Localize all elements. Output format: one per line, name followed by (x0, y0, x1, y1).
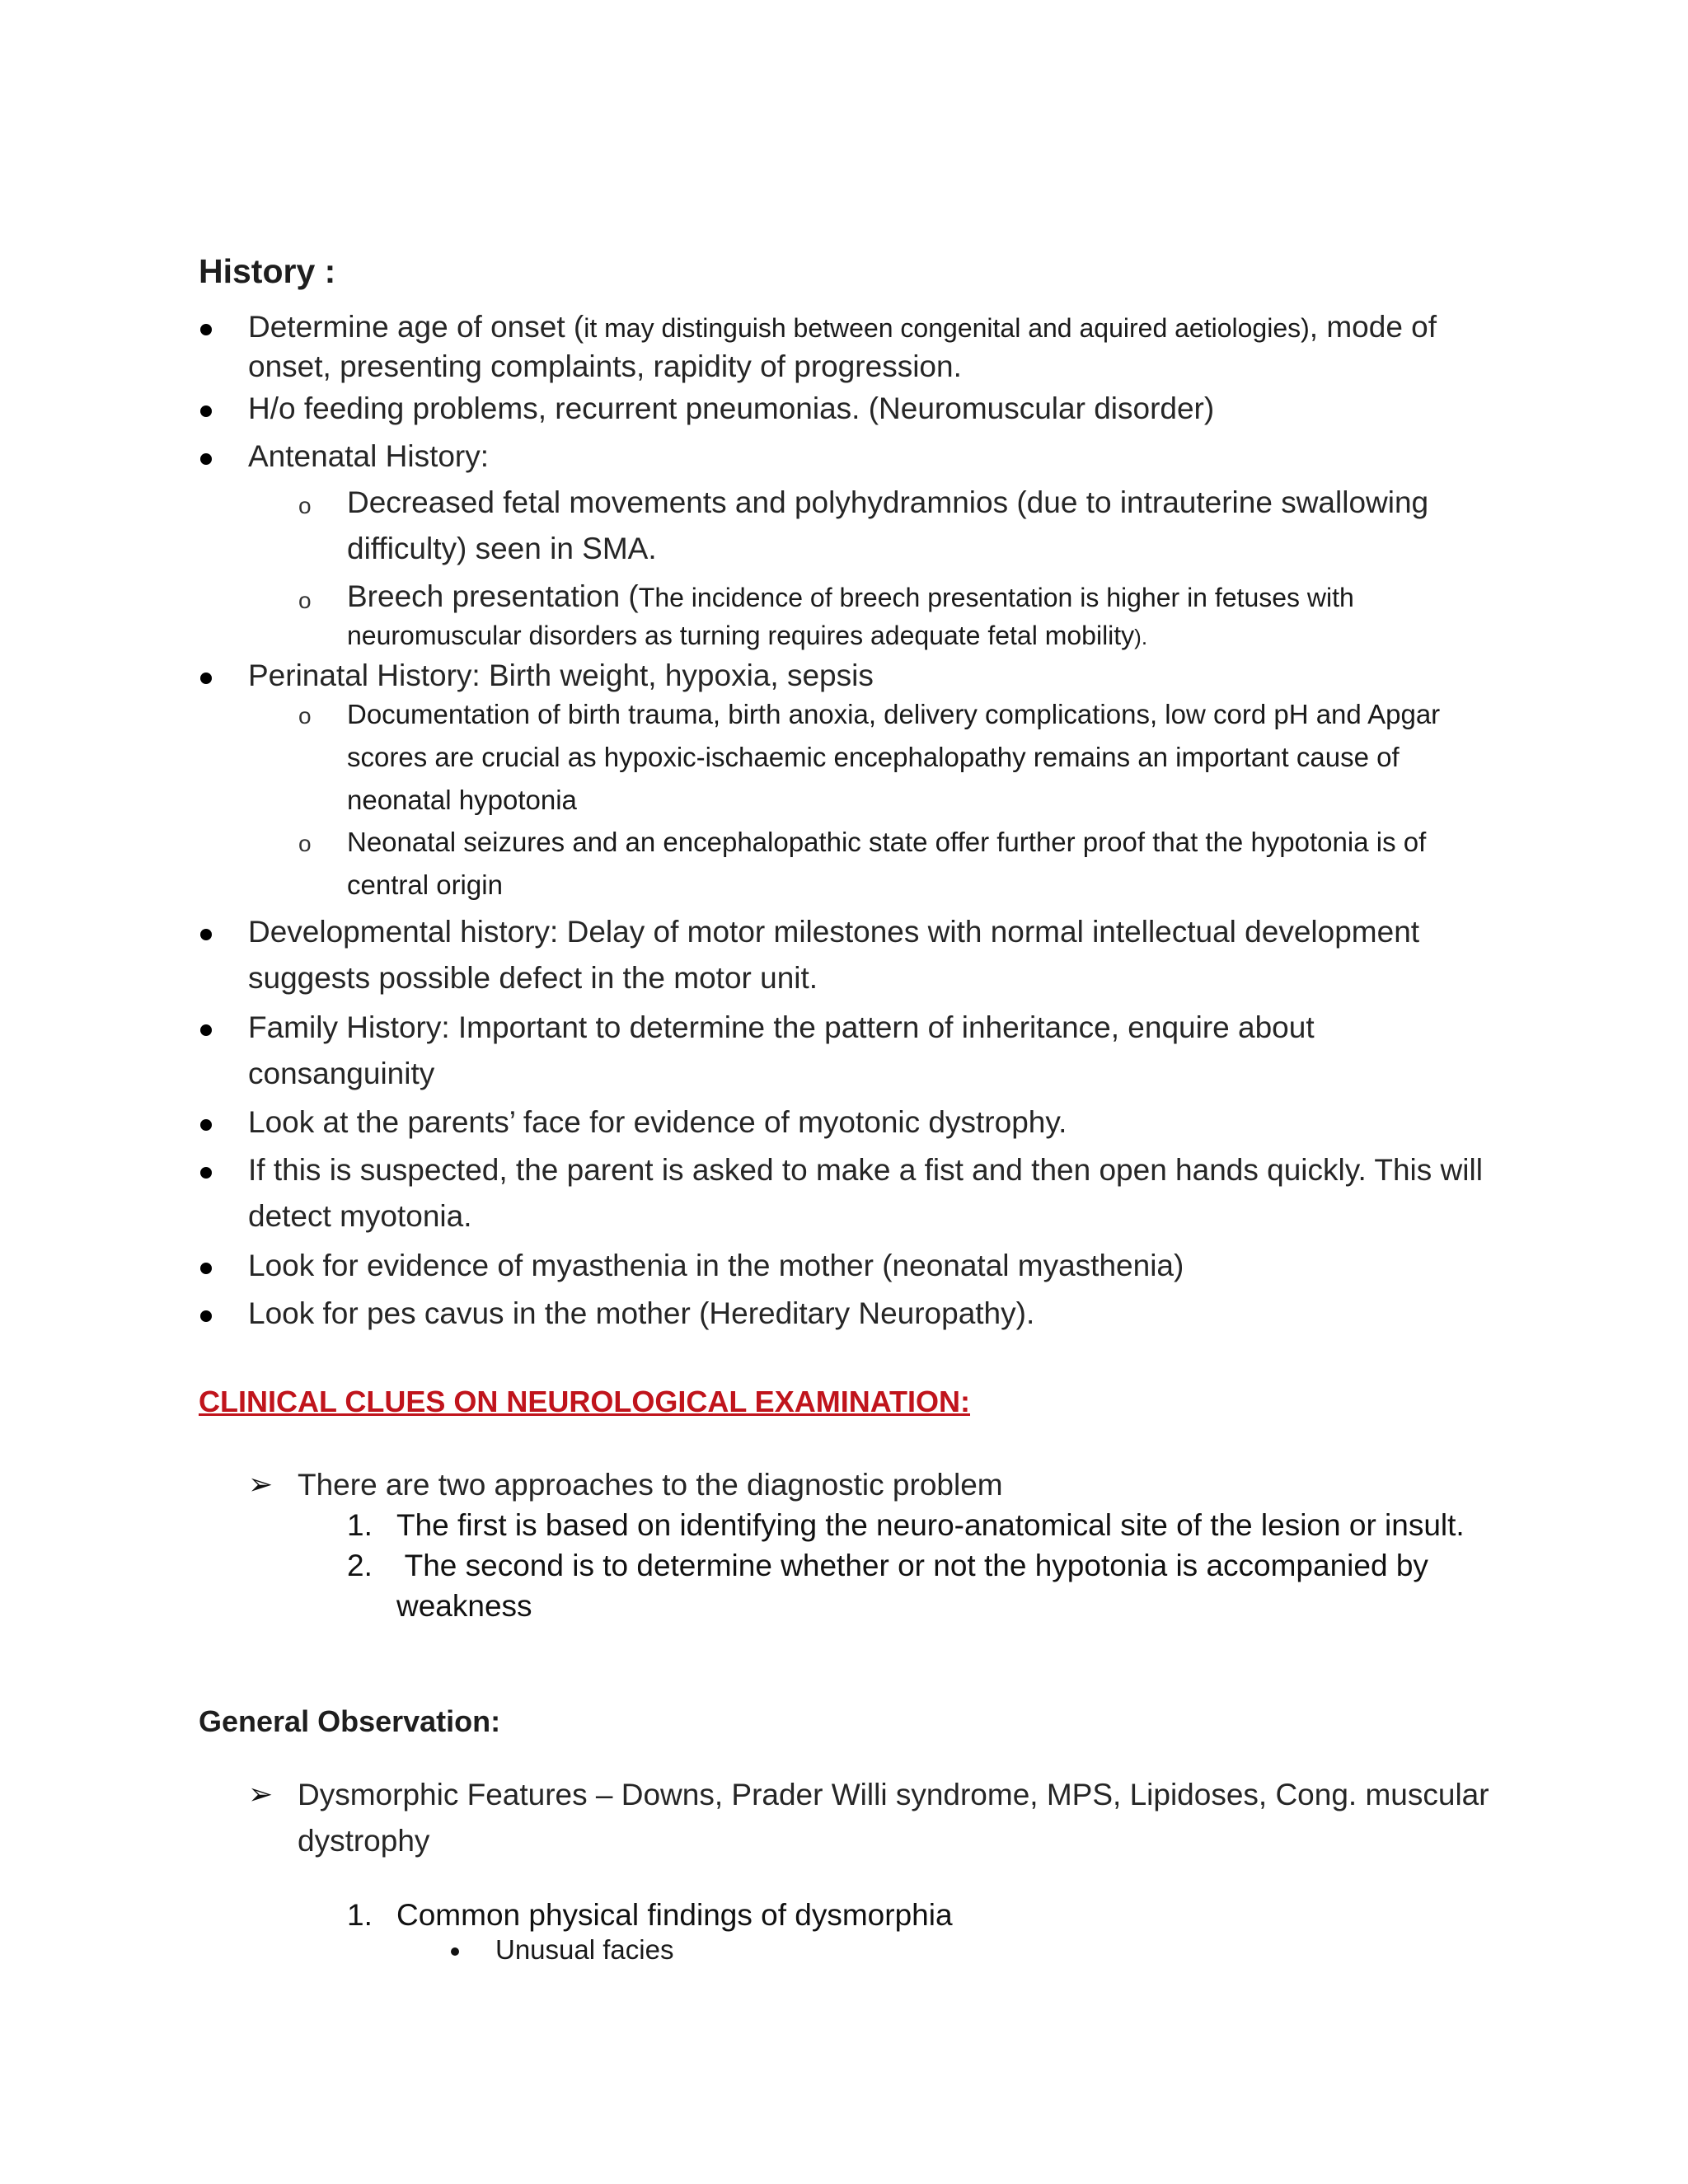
history-item-suspected-line2: detect myotonia. (248, 1199, 472, 1233)
perinatal-sub-seizures: Neonatal seizures and an encephalopathic state offer further proof that the hypotonia is of (347, 827, 1427, 857)
bullet-icon (200, 673, 212, 684)
bullet-icon (200, 1024, 212, 1036)
antenatal-sub-breech (347, 579, 1354, 614)
onset-text-c: , mode of (1309, 310, 1437, 344)
approach-second: The second is to determine whether or not the hypotonia is accompanied by (396, 1549, 1428, 1582)
breech-text-b: The incidence of breech presentation is higher in fetuses with (638, 583, 1354, 612)
history-item-suspected: If this is suspected, the parent is asked to make a fist and then open hands quickly. This will (248, 1153, 1483, 1187)
bullet-icon (200, 405, 212, 417)
history-item-pes-cavus: Look for pes cavus in the mother (Hereditary Neuropathy). (248, 1296, 1035, 1330)
clinical-clues-heading: CLINICAL CLUES ON NEUROLOGICAL EXAMINATION: (199, 1385, 970, 1418)
history-item-perinatal: Perinatal History: Birth weight, hypoxia, sepsis (248, 658, 874, 692)
bullet-icon (200, 324, 212, 335)
perinatal-sub-documentation: Documentation of birth trauma, birth anoxia, delivery complications, low cord pH and Apgar (347, 699, 1441, 729)
general-observation-heading: General Observation: (199, 1704, 501, 1738)
history-item-parents-face: Look at the parents’ face for evidence of myotonic dystrophy. (248, 1105, 1067, 1139)
bullet-icon (200, 1119, 212, 1131)
findings-item: Unusual facies (495, 1934, 674, 1965)
antenatal-sub-fetal: Decreased fetal movements and polyhydramnios (due to intrauterine swallowing (347, 485, 1429, 519)
bullet-icon (200, 1167, 212, 1179)
approach-second-line2: weakness (396, 1589, 532, 1623)
perinatal-sub-seizures-line2: central origin (347, 869, 503, 900)
bullet-icon (200, 1310, 212, 1322)
approach-first: The first is based on identifying the neuro-anatomical site of the lesion or insult. (396, 1508, 1465, 1542)
approach-number: 2. (347, 1549, 373, 1582)
onset-text-c-close: ) (1301, 313, 1310, 343)
history-item-developmental-line2: suggests possible defect in the motor unit. (248, 961, 818, 995)
history-item-onset-line2: onset, presenting complaints, rapidity of progression. (248, 349, 962, 383)
approach-number: 1. (347, 1508, 373, 1542)
bullet-icon (200, 453, 212, 465)
bullet-icon (200, 929, 212, 940)
antenatal-sub-breech-line2 (347, 621, 1147, 651)
breech-line2-a: neuromuscular disorders as turning requires adequate fetal mobility (347, 621, 1135, 650)
dysmorphic-features: Dysmorphic Features – Downs, Prader Willi syndrome, MPS, Lipidoses, Cong. muscular (298, 1778, 1489, 1811)
circle-marker-icon: o (298, 493, 312, 518)
antenatal-sub-fetal-line2: difficulty) seen in SMA. (347, 532, 657, 565)
history-item-family: Family History: Important to determine the pattern of inheritance, enquire about (248, 1010, 1315, 1044)
arrow-bullet-icon: ➢ (248, 1467, 274, 1501)
findings-title: Common physical findings of dysmorphia (396, 1898, 953, 1932)
history-heading: History : (199, 252, 336, 290)
history-item-antenatal: Antenatal History: (248, 439, 490, 473)
bullet-icon (451, 1947, 459, 1956)
onset-text-b: it may distinguish between congenital and aquired aetiologies (584, 313, 1301, 343)
history-item-onset (248, 310, 1437, 344)
breech-text-a: Breech presentation ( (347, 579, 639, 613)
approaches-intro: There are two approaches to the diagnostic problem (298, 1468, 1003, 1502)
bullet-icon (200, 1263, 212, 1274)
onset-text-a: Determine age of onset ( (248, 310, 584, 344)
findings-number: 1. (347, 1898, 373, 1932)
circle-marker-icon: o (298, 831, 312, 856)
history-item-developmental: Developmental history: Delay of motor milestones with normal intellectual development (248, 915, 1420, 949)
history-item-myasthenia: Look for evidence of myasthenia in the mother (neonatal myasthenia) (248, 1249, 1184, 1282)
history-item-feeding: H/o feeding problems, recurrent pneumonias. (Neuromuscular disorder) (248, 391, 1215, 425)
perinatal-sub-documentation-line3: neonatal hypotonia (347, 785, 577, 815)
perinatal-sub-documentation-line2: scores are crucial as hypoxic-ischaemic encephalopathy remains an important cause of (347, 742, 1400, 772)
circle-marker-icon: o (298, 588, 312, 613)
circle-marker-icon: o (298, 703, 312, 729)
history-item-family-line2: consanguinity (248, 1057, 435, 1090)
arrow-bullet-icon: ➢ (248, 1777, 274, 1811)
dysmorphic-features-line2: dystrophy (298, 1824, 430, 1858)
breech-line2-b: ). (1134, 625, 1148, 649)
